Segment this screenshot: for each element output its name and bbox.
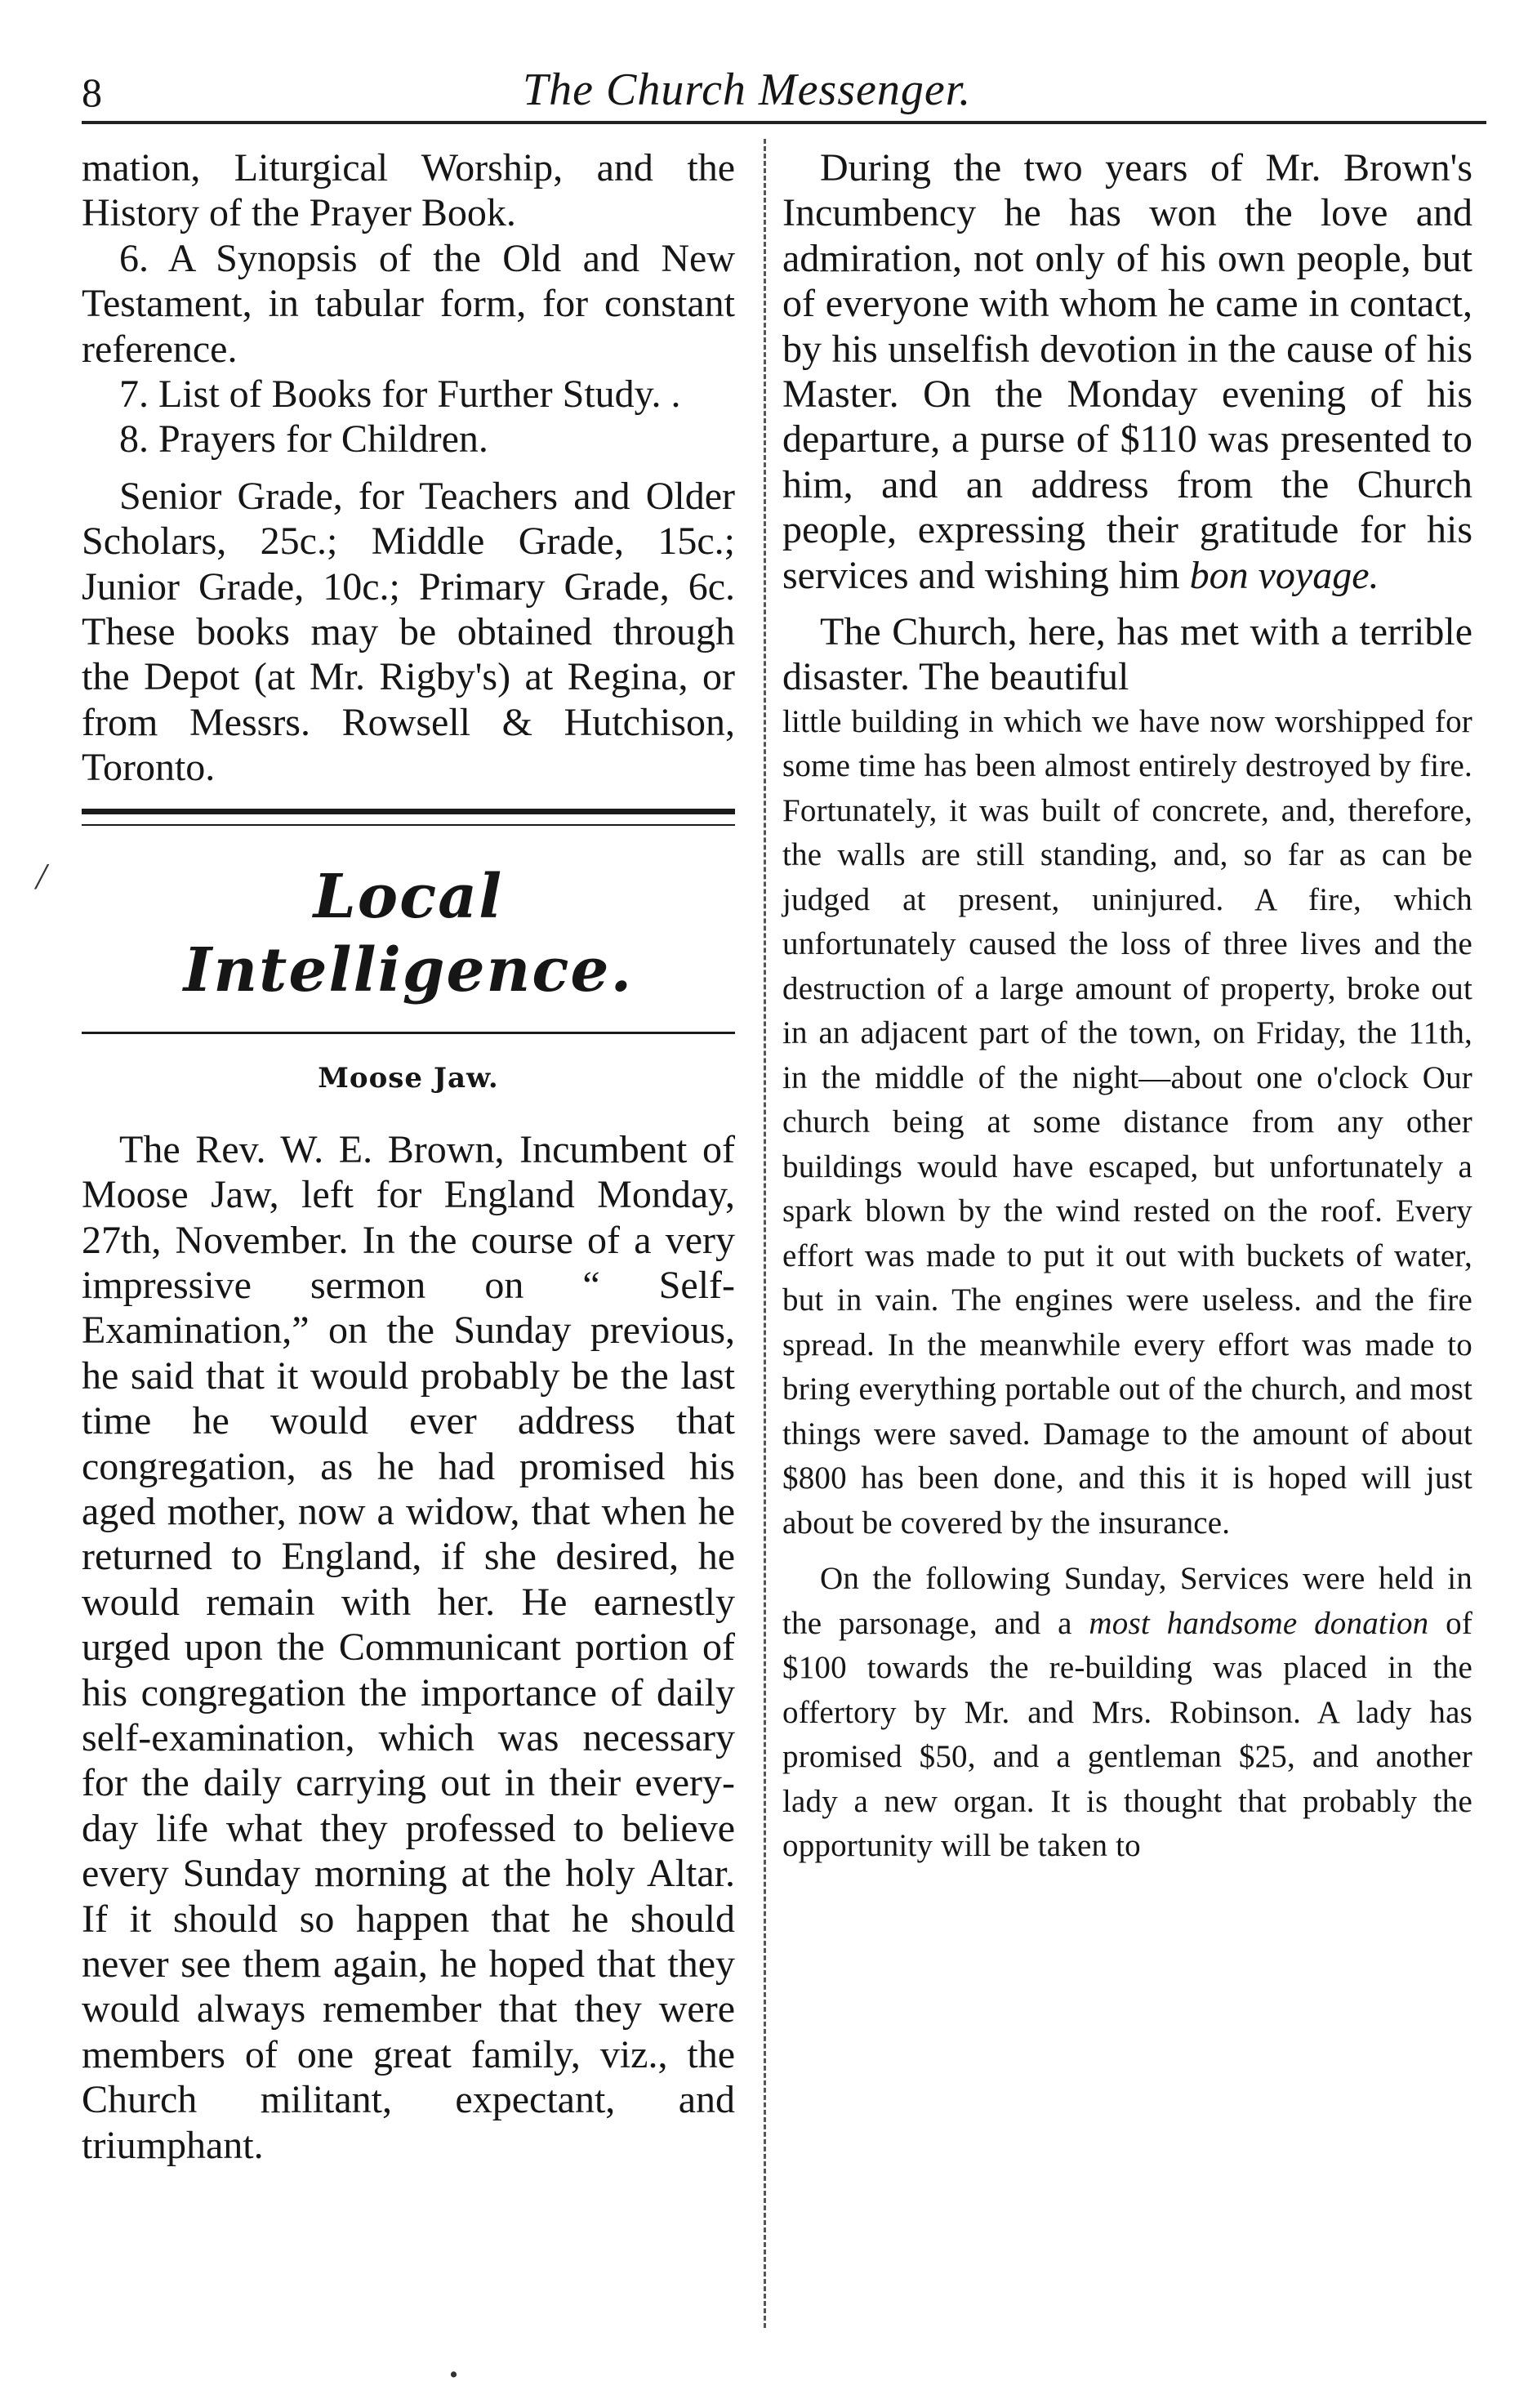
donations-text-a: On the following Sunday, Services were held in the parsonage, and a <box>782 1561 1472 1641</box>
paragraph-disaster-lead: The Church, here, has met with a terrible disaster. The beautiful <box>782 610 1472 699</box>
bon-voyage-text: bon voyage. <box>1189 553 1379 597</box>
donations-italic: most handsome donation <box>1089 1605 1429 1641</box>
paragraph-donations <box>782 1557 1472 1869</box>
list-item-books: 7. List of Books for Further Study. . <box>119 372 681 417</box>
stray-dot: . <box>449 2345 458 2385</box>
right-column <box>782 145 1472 1869</box>
subheading-location: Moose Jaw. <box>318 1061 499 1095</box>
paragraph-incumbency-text: During the two years of Mr. Brown's Incumbency he has won the love and admiration, not only of his own people, but of everyone with whom he came in contact, by his unselfish devotion in the cause of his Master. On the Monday evening of his departure, a purse of $110 was presented to him, and an address from the Church people, expressing their gratitude for his services and wishing him <box>782 146 1472 597</box>
left-column <box>82 145 735 2168</box>
header-rule <box>82 121 1486 124</box>
donations-text-b: of $100 towards the re-building was placed in the offertory by Mr. and Mrs. Robinson. A lady has promised $50, and a gentleman $25, and another lady a new organ. It is thought that probably the opportunity will be taken to <box>782 1605 1473 1864</box>
section-rule <box>82 1032 735 1034</box>
section-heading: Local Intelligence. <box>183 861 634 1006</box>
list-item-synopsis: 6. A Synopsis of the Old and New Testament, in tabular form, for constant reference. <box>82 236 735 371</box>
page-number: 8 <box>82 69 102 115</box>
paragraph-incumbency <box>782 145 1472 598</box>
column-divider <box>764 139 766 2328</box>
margin-mark: / <box>36 855 47 897</box>
paragraph-prices: Senior Grade, for Teachers and Older Scholars, 25c.; Middle Grade, 15c.; Junior Grade, 10c.; Primary Grade, 6c. These books may be obtained through the Depot (at Mr. Rigby's) at Regina, or from Messrs. Rowsell & Hutchison, Toronto. <box>82 474 735 790</box>
paragraph-liturgical: mation, Liturgical Worship, and the History of the Prayer Book. <box>82 146 735 235</box>
section-double-rule <box>82 809 735 826</box>
paragraph-disaster: little building in which we have now worshipped for some time has been almost entirely destroyed by fire. Fortunately, it was built of concrete, and, therefore, the walls are still standing, and, so far as can be judged at present, uninjured. A fire, which unfortunately caused the loss of three lives and the destruction of a large amount of property, broke out in an adjacent part of the town, on Friday, the 11th, in the middle of the night—about one o'clock Our church being at some distance from any other buildings would have escaped, but unfortunately a spark blown by the wind rested on the roof. Every effort was made to put it out with buckets of water, but in vain. The engines were useless. and the fire spread. In the meanwhile every effort was made to bring everything portable out of the church, and most things were saved. Damage to the amount of about $800 has been done, and this it is hoped will just about be covered by the insurance. <box>782 703 1472 1541</box>
paragraph-moose-jaw: The Rev. W. E. Brown, Incumbent of Moose Jaw, left for England Monday, 27th, November. In the course of a very impressive sermon on “ Self-Examination,” on the Sunday previous, he said that it would probably be the last time he would ever address that congregation, as he had promised his aged mother, now a widow, that when he returned to England, if she desired, he would remain with her. He earnestly urged upon the Communicant portion of his congregation the importance of daily self-examination, which was necessary for the daily carrying out in their every-day life what they professed to believe every Sunday morning at the holy Altar. If it should so happen that he should never see them again, he hoped that they would always remember that they were members of one great family, viz., the Church militant, expectant, and triumphant. <box>82 1127 735 2167</box>
running-title: The Church Messenger. <box>523 65 972 115</box>
list-item-prayers: 8. Prayers for Children. <box>119 417 488 462</box>
